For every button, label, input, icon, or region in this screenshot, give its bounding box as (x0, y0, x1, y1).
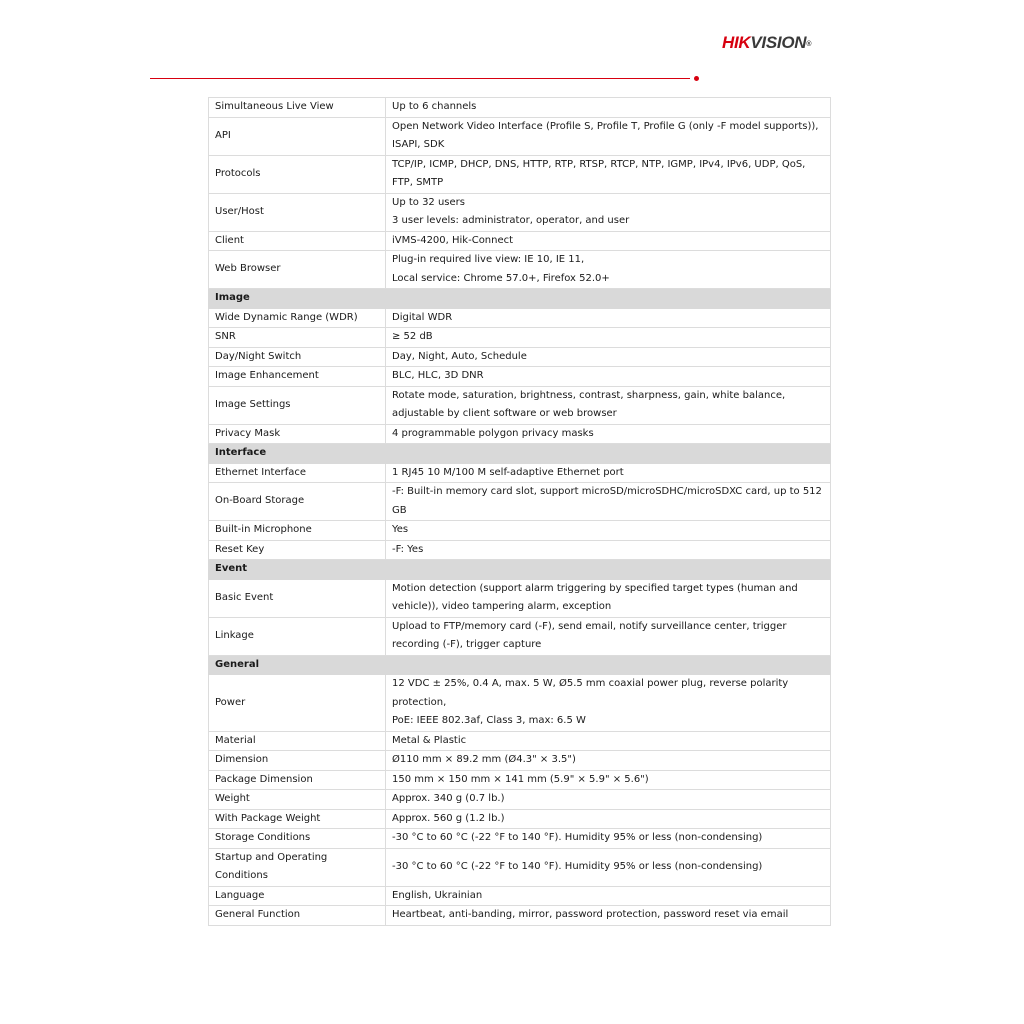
spec-label: Wide Dynamic Range (WDR) (209, 308, 386, 328)
spec-label: Built-in Microphone (209, 521, 386, 541)
spec-label: Client (209, 231, 386, 251)
section-header-row (209, 560, 831, 580)
spec-value (386, 347, 831, 367)
spec-value-line: ISAPI, SDK (392, 139, 445, 150)
spec-label: Reset Key (209, 540, 386, 560)
spec-value (386, 231, 831, 251)
spec-value (386, 328, 831, 348)
spec-value-line: Heartbeat, anti-banding, mirror, password protection, password reset via email (392, 909, 789, 920)
spec-value-line: Upload to FTP/memory card (-F), send email, notify surveillance center, trigger (392, 620, 787, 632)
spec-row (209, 886, 831, 906)
spec-value-line: recording (-F), trigger capture (392, 639, 542, 650)
section-title: Image (209, 289, 831, 309)
spec-row (209, 328, 831, 348)
spec-value (386, 386, 831, 424)
spec-value-line: vehicle)), video tampering alarm, exception (392, 601, 612, 612)
spec-row (209, 829, 831, 849)
logo-hik-text: HIK (722, 33, 751, 52)
spec-row (209, 463, 831, 483)
spec-value-line: Motion detection (support alarm triggering by specified target types (human and (392, 582, 798, 594)
spec-value-line: -F: Built-in memory card slot, support microSD/microSDHC/microSDXC card, up to 512 (392, 486, 822, 497)
spec-value (386, 308, 831, 328)
spec-row (209, 809, 831, 829)
spec-row (209, 117, 831, 155)
spec-label: User/Host (209, 193, 386, 231)
spec-row (209, 579, 831, 617)
spec-value (386, 731, 831, 751)
spec-value (386, 483, 831, 521)
spec-value-line: ≥ 52 dB (392, 331, 433, 342)
spec-label: On-Board Storage (209, 483, 386, 521)
spec-value (386, 770, 831, 790)
spec-value-line: Up to 6 channels (392, 101, 477, 112)
spec-row (209, 906, 831, 926)
spec-value-line: -30 °C to 60 °C (-22 °F to 140 °F). Humidity 95% or less (non-condensing) (392, 860, 763, 872)
spec-value (386, 367, 831, 387)
registered-mark: ® (806, 41, 812, 48)
spec-label: Protocols (209, 155, 386, 193)
section-title: General (209, 655, 831, 675)
spec-label: Material (209, 731, 386, 751)
spec-row (209, 231, 831, 251)
spec-row (209, 751, 831, 771)
spec-row (209, 521, 831, 541)
spec-label: Weight (209, 790, 386, 810)
spec-row (209, 848, 831, 886)
spec-value-line: Approx. 560 g (1.2 lb.) (392, 812, 505, 824)
spec-value-line: Approx. 340 g (0.7 lb.) (392, 793, 505, 804)
spec-label: Package Dimension (209, 770, 386, 790)
hikvision-logo (722, 33, 811, 53)
spec-label: Privacy Mask (209, 424, 386, 444)
specification-table-body (209, 98, 831, 926)
spec-value-line: Yes (392, 524, 409, 535)
spec-value-line: Open Network Video Interface (Profile S, Profile T, Profile G (only -F model supports)), (392, 120, 819, 132)
spec-row (209, 617, 831, 655)
header-divider-line (150, 78, 690, 79)
spec-label: Dimension (209, 751, 386, 771)
spec-value (386, 906, 831, 926)
spec-row (209, 251, 831, 289)
spec-value (386, 886, 831, 906)
spec-label-line: Conditions (215, 870, 268, 881)
spec-value (386, 463, 831, 483)
spec-value (386, 809, 831, 829)
spec-label: Power (209, 675, 386, 732)
spec-row (209, 540, 831, 560)
spec-value-line: -30 °C to 60 °C (-22 °F to 140 °F). Humidity 95% or less (non-condensing) (392, 832, 763, 843)
spec-label: Web Browser (209, 251, 386, 289)
spec-label: Linkage (209, 617, 386, 655)
spec-label: Image Settings (209, 386, 386, 424)
spec-label-line: Startup and Operating (215, 851, 328, 863)
spec-value-line: BLC, HLC, 3D DNR (392, 370, 484, 381)
spec-row (209, 367, 831, 387)
spec-value-line: Metal & Plastic (392, 734, 467, 746)
spec-value-line: Up to 32 users (392, 196, 465, 208)
spec-value (386, 521, 831, 541)
logo-vision-text: VISION (750, 33, 807, 52)
spec-label: Basic Event (209, 579, 386, 617)
spec-label (209, 848, 386, 886)
spec-value-line: 4 programmable polygon privacy masks (392, 427, 594, 439)
spec-label: With Package Weight (209, 809, 386, 829)
spec-value-line: Local service: Chrome 57.0+, Firefox 52.0+ (392, 272, 610, 284)
spec-label: Storage Conditions (209, 829, 386, 849)
spec-row (209, 98, 831, 118)
spec-value (386, 117, 831, 155)
spec-value-line: PoE: IEEE 802.3af, Class 3, max: 6.5 W (392, 715, 586, 726)
spec-row (209, 424, 831, 444)
spec-row (209, 675, 831, 732)
spec-row (209, 483, 831, 521)
section-header-row (209, 444, 831, 464)
spec-label: API (209, 117, 386, 155)
spec-value-line: Day, Night, Auto, Schedule (392, 350, 527, 362)
spec-value-line: Rotate mode, saturation, brightness, contrast, sharpness, gain, white balance, (392, 389, 786, 401)
spec-label: SNR (209, 328, 386, 348)
spec-value-line: FTP, SMTP (392, 177, 444, 188)
spec-row (209, 347, 831, 367)
spec-row (209, 308, 831, 328)
spec-value-line: Plug-in required live view: IE 10, IE 11, (392, 254, 585, 265)
spec-value-line: protection, (392, 696, 447, 708)
spec-value-line: 12 VDC ± 25%, 0.4 A, max. 5 W, Ø5.5 mm coaxial power plug, reverse polarity (392, 678, 789, 689)
spec-row (209, 386, 831, 424)
spec-value (386, 193, 831, 231)
spec-row (209, 155, 831, 193)
spec-label: Day/Night Switch (209, 347, 386, 367)
spec-value (386, 848, 831, 886)
spec-value-line: Ø110 mm × 89.2 mm (Ø4.3" × 3.5") (392, 754, 576, 765)
spec-label: General Function (209, 906, 386, 926)
spec-value (386, 579, 831, 617)
spec-row (209, 790, 831, 810)
spec-value-line: GB (392, 504, 407, 516)
spec-row (209, 731, 831, 751)
spec-value (386, 251, 831, 289)
section-title: Interface (209, 444, 831, 464)
spec-value-line: -F: Yes (392, 543, 424, 555)
spec-label: Ethernet Interface (209, 463, 386, 483)
spec-label: Image Enhancement (209, 367, 386, 387)
spec-value-line: TCP/IP, ICMP, DHCP, DNS, HTTP, RTP, RTSP, RTCP, NTP, IGMP, IPv4, IPv6, UDP, QoS, (392, 158, 806, 170)
spec-value (386, 617, 831, 655)
header-divider-dot (694, 76, 699, 81)
spec-value (386, 829, 831, 849)
spec-row (209, 770, 831, 790)
spec-value (386, 98, 831, 118)
spec-value (386, 675, 831, 732)
spec-value-line: Digital WDR (392, 311, 453, 323)
specification-table (208, 97, 831, 926)
spec-row (209, 193, 831, 231)
section-title: Event (209, 560, 831, 580)
spec-value (386, 155, 831, 193)
section-header-row (209, 655, 831, 675)
spec-value-line: adjustable by client software or web browser (392, 408, 617, 419)
spec-label: Simultaneous Live View (209, 98, 386, 118)
spec-value-line: 1 RJ45 10 M/100 M self-adaptive Ethernet port (392, 466, 624, 478)
section-header-row (209, 289, 831, 309)
spec-value-line: English, Ukrainian (392, 889, 483, 901)
spec-value (386, 540, 831, 560)
spec-value-line: iVMS-4200, Hik-Connect (392, 234, 514, 246)
spec-value-line: 3 user levels: administrator, operator, and user (392, 215, 630, 226)
spec-value (386, 751, 831, 771)
spec-label: Language (209, 886, 386, 906)
spec-value-line: 150 mm × 150 mm × 141 mm (5.9" × 5.9" × 5.6") (392, 773, 649, 785)
spec-value (386, 424, 831, 444)
spec-value (386, 790, 831, 810)
